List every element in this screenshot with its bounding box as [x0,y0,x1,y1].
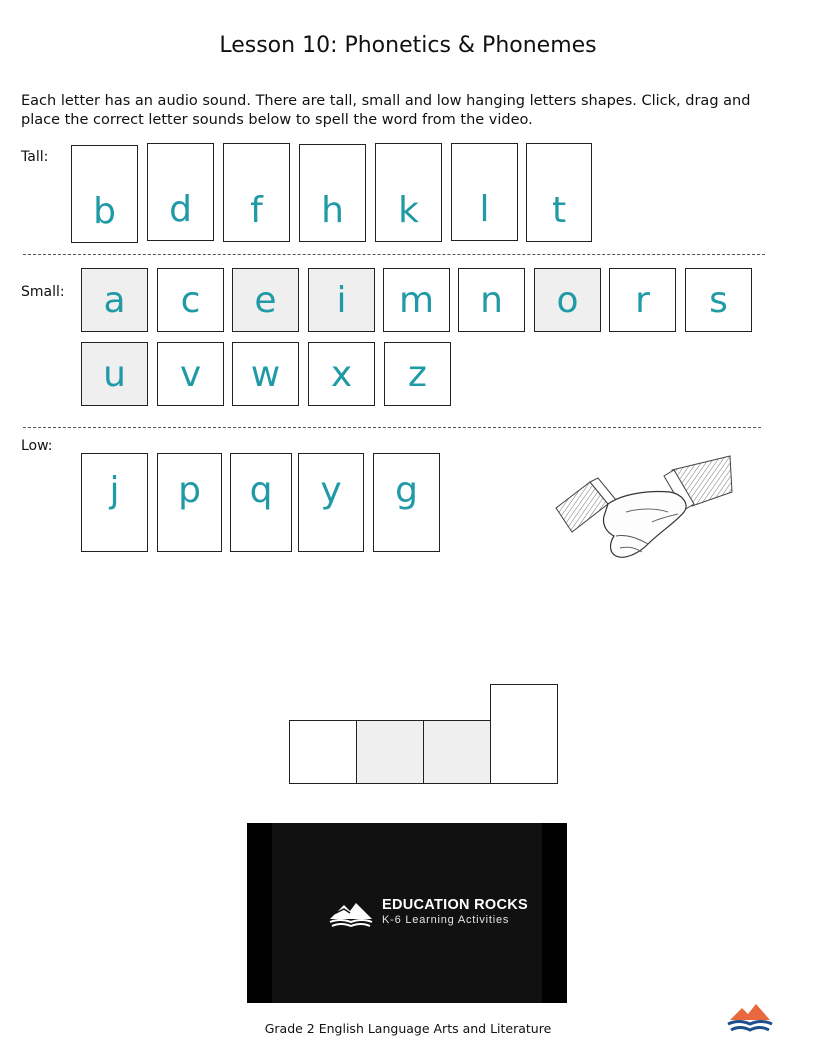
letter-tile-x[interactable]: x [308,342,375,406]
letter-tile-r[interactable]: r [609,268,676,332]
letter-tile-n[interactable]: n [458,268,525,332]
letter-tile-c[interactable]: c [157,268,224,332]
letter-tile-e[interactable]: e [232,268,299,332]
section-divider [23,427,761,428]
page-footer: Grade 2 English Language Arts and Literature [264,1021,552,1036]
letter-tile-d[interactable]: d [147,143,214,241]
page-title: Lesson 10: Phonetics & Phonemes [219,33,597,58]
letter-tile-m[interactable]: m [383,268,450,332]
tall-label: Tall: [21,149,49,165]
letter-tile-t[interactable]: t [526,143,592,242]
letter-tile-p[interactable]: p [157,453,222,552]
word-slot-3[interactable] [423,720,491,784]
letter-tile-u[interactable]: u [81,342,148,406]
video-brand-subtitle: K-6 Learning Activities [382,914,510,926]
letter-tile-b[interactable]: b [71,145,138,243]
letter-tile-q[interactable]: q [230,453,292,552]
small-label: Small: [21,284,65,300]
letter-tile-g[interactable]: g [373,453,440,552]
letter-tile-i[interactable]: i [308,268,375,332]
letter-tile-k[interactable]: k [375,143,442,242]
education-rocks-logo-icon [726,1000,774,1034]
letter-tile-w[interactable]: w [232,342,299,406]
video-frame [272,823,542,1003]
handshake-illustration [552,452,736,572]
letter-tile-z[interactable]: z [384,342,451,406]
word-slot-1[interactable] [289,720,357,784]
letter-tile-s[interactable]: s [685,268,752,332]
instructions-text: Each letter has an audio sound. There are tall, small and low hanging letters shapes. Click, drag and place the correct letter sounds below to spell the word from the video. [21,93,751,128]
letter-tile-y[interactable]: y [298,453,364,552]
letter-tile-j[interactable]: j [81,453,148,552]
video-brand-title: EDUCATION ROCKS [382,897,529,913]
letter-tile-f[interactable]: f [223,143,290,242]
section-divider [23,254,765,255]
low-label: Low: [21,438,53,454]
letter-tile-a[interactable]: a [81,268,148,332]
mountain-book-icon [328,899,374,927]
letter-tile-o[interactable]: o [534,268,601,332]
letter-tile-h[interactable]: h [299,144,366,242]
letter-tile-l[interactable]: l [451,143,518,241]
word-slot-4[interactable] [490,684,558,784]
letter-tile-v[interactable]: v [157,342,224,406]
word-slot-2[interactable] [356,720,424,784]
video-player[interactable] [247,823,567,1003]
